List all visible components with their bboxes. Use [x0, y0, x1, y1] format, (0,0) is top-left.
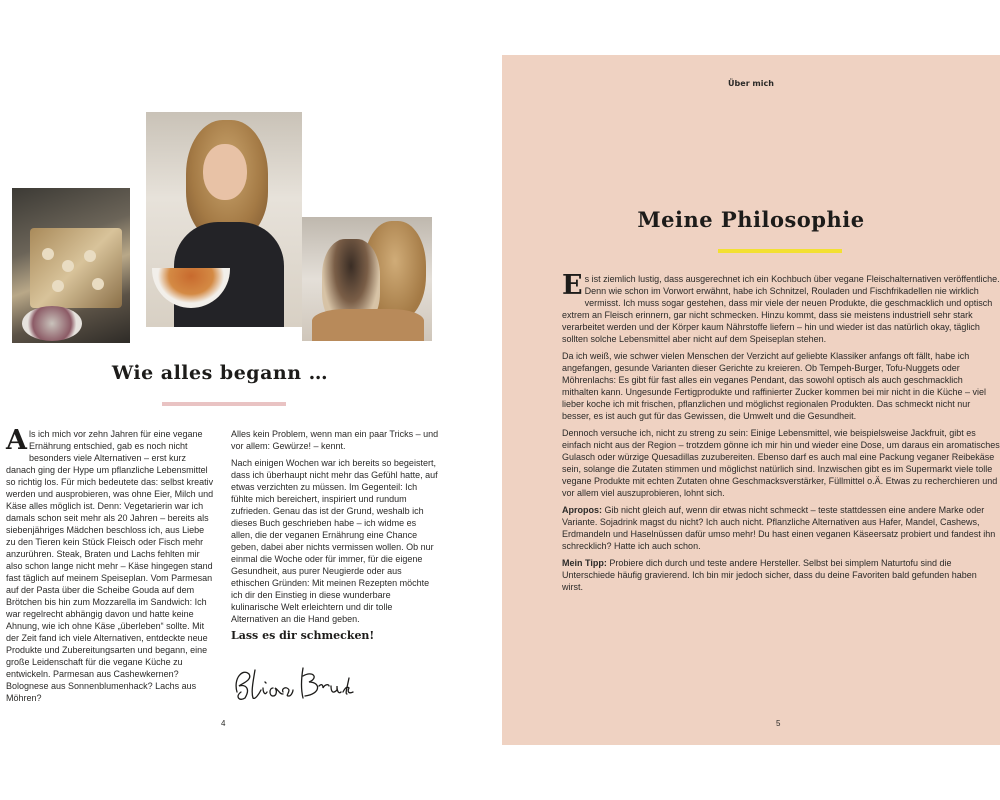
heading-underline	[162, 402, 286, 406]
text-column-a	[6, 425, 216, 709]
paragraph-text: s ist ziemlich lustig, dass ausgerechnet ich ein Kochbuch über vegane Fleischalternativen veröffentliche. Denn wie schon im Vorwort erwähnt, habe ich Schnitzel, Rouladen und Fischfrikadellen nie wirklich vermisst. Ich muss sogar gestehen, dass mir viele der neuen Produkte, die geschmacklich und optisch extrem an Fleisch erinnern, gar nicht schmecken. Hinzu kommt, dass sie meistens industriell sehr stark verarbeitet werden und der Körper kaum Nährstoffe liefern – hin und wieder ist das natürlich okay, täglich sollten solche Lebensmittel aber nicht auf dem Speiseplan stehen.	[562, 274, 1000, 344]
dough-shape	[42, 248, 54, 260]
page-number: 4	[221, 719, 226, 728]
paragraph: Alles kein Problem, wenn man ein paar Tricks – und vor allem: Gewürze! – kennt.	[231, 429, 439, 451]
drop-cap: A	[6, 425, 27, 456]
paragraph: Dennoch versuche ich, nicht zu streng zu sein: Einige Lebensmittel, wie beispielsweise Jackfruit, gibt es einfach nicht aus der Region – trotzdem gönne ich mir hin und wieder eine Dose, um daraus ein aromatisches Gulasch oder würzige Quesadillas zuzubereiten. Ebenso darf es auch mal eine Packung veganer Reibekäse sein, solange die Zutaten stimmen und möglichst natürlich sind. Inzwischen gibt es im Supermarkt viele tolle vegane Produkte mit echten Zutaten ohne Geschmacksverstärker, Füllmittel o.Ä. Etwas zu recherchieren und vor allem viel auszuprobieren, lohnt sich.	[562, 428, 1000, 498]
author-portrait-photo	[146, 112, 302, 327]
dough-shape	[92, 278, 104, 290]
text-column-b	[231, 428, 439, 642]
page-number: 5	[776, 719, 781, 728]
shirt-shape	[312, 309, 424, 341]
kitchen-photo	[12, 188, 130, 343]
paragraph	[562, 557, 1000, 593]
bold-lead: Apropos:	[562, 505, 602, 515]
paragraph: Nach einigen Wochen war ich bereits so begeistert, dass ich überhaupt nicht mehr das Gefühl hatte, auf etwas verzichten zu müssen. Im Gegenteil: Ich fühlte mich bereichert, inspiriert und rundum zufrieden. Genau das ist der Grund, weshalb ich dieses Buch geschrieben habe – ich widme es allen, die der veganen Ernährung eine Chance geben, dabei aber nichts vermissen wollen. Ob nur einmal die Woche oder für immer, für die eigene Gesundheit, aus purer Neugierde oder aus ethischen Gründen: Mit meinen Rezepten möchte ich dir den Einstieg in diese wunderbare kulinarische Welt erleichtern und dir tolle Alternativen an die Hand geben.	[231, 458, 438, 624]
paragraph	[562, 504, 1000, 552]
text-column-right	[562, 270, 1000, 598]
author-with-cat-photo	[302, 217, 432, 341]
plate-shape	[22, 306, 82, 341]
handwritten-signature	[229, 658, 359, 706]
paragraph-text: Gib nicht gleich auf, wenn dir etwas nicht schmeckt – teste stattdessen eine andere Marke oder Variante. Sojadrink magst du nicht? Ich auch nicht. Pflanzliche Alternativen aus Hafer, Mandel, Cashews, Erdmandeln und Haselnüssen dafür umso mehr! Du hast einen veganen Käseersatz probiert und fandest ihn schrecklich? Hatte ich auch schon.	[562, 505, 996, 551]
paragraph-text: ls ich mich vor zehn Jahren für eine vegane Ernährung entschied, gab es noch nicht besonders viele Alternativen – erst kurz danach ging der Hype um pflanzliche Lebensmittel so richtig los. Für mich bedeutete das: selbst kreativ werden und ausprobieren, was ohne Eier, Milch und Käse alles möglich ist. Denn: Vegetarierin war ich damals schon seit mehr als 20 Jahren – bereits als siebenjähriges Mädchen beschloss ich, aus Liebe zu den Tieren kein Stück Fleisch oder Fisch mehr anzurühren. Steak, Braten und Lachs fehlten mir also schon lange nicht mehr – Käse hingegen stand fast täglich auf meinem Speiseplan. Vom Parmesan auf der Pasta über die Scheibe Gouda auf dem Brötchen bis hin zum Mozzarella im Sandwich: Ich war regelrecht abhängig davon und hatte keine Ahnung, wie ich ohne Käse „überleben“ sollte. Mit der Zeit fand ich viele Alternativen, entdeckte neue Produkte und Zubereitungsarten und begann, eine große Leidenschaft für die vegane Küche zu entwickeln. Parmesan aus Cashewkernen? Bolognese aus Sonnenblumenhack? Lachs aus Möhren?	[6, 429, 214, 703]
paragraph: Da ich weiß, wie schwer vielen Menschen der Verzicht auf geliebte Klassiker anfangs oft fällt, habe ich angefangen, gesunde Varianten dieser Gerichte zu kreieren. Ob Tempeh-Burger, Tofu-Nuggets oder Möhrenlachs: Es gibt für fast alles ein veganes Pendant, das sowohl optisch als auch geschmacklich mithalten kann. Ungesunde Fertigprodukte und raffinierter Zucker kommen bei mir nicht in die Küche – viel lieber koche ich mit frischen, pflanzlichen und möglichst regionalen Produkten. Das schmeckt nicht nur besser, es ist auch gut für das Gewissen, die Umwelt und die Gesundheit.	[562, 351, 987, 421]
heading-underline	[718, 249, 842, 253]
baking-tray-shape	[30, 228, 122, 308]
paragraph	[6, 425, 216, 704]
paragraph-text: Probiere dich durch und teste andere Hersteller. Selbst bei simplem Naturtofu sind die Unterschiede häufig gravierend. Ich bin mir jedoch sicher, dass du deine Favoriten bald gefunden haben wirst.	[562, 558, 977, 592]
section-heading-right: Meine Philosophie	[637, 207, 865, 232]
dough-shape	[84, 250, 96, 262]
drop-cap: E	[562, 270, 583, 301]
section-heading-left: Wie alles begann …	[111, 362, 329, 384]
bold-lead: Mein Tipp:	[562, 558, 607, 568]
face-shape	[203, 144, 247, 200]
right-page	[502, 55, 1000, 745]
paragraph	[562, 270, 1000, 345]
dough-shape	[62, 260, 74, 272]
dough-shape	[52, 280, 64, 292]
running-header: Über mich	[728, 79, 774, 88]
closing-line: Lass es dir schmecken!	[231, 629, 375, 642]
